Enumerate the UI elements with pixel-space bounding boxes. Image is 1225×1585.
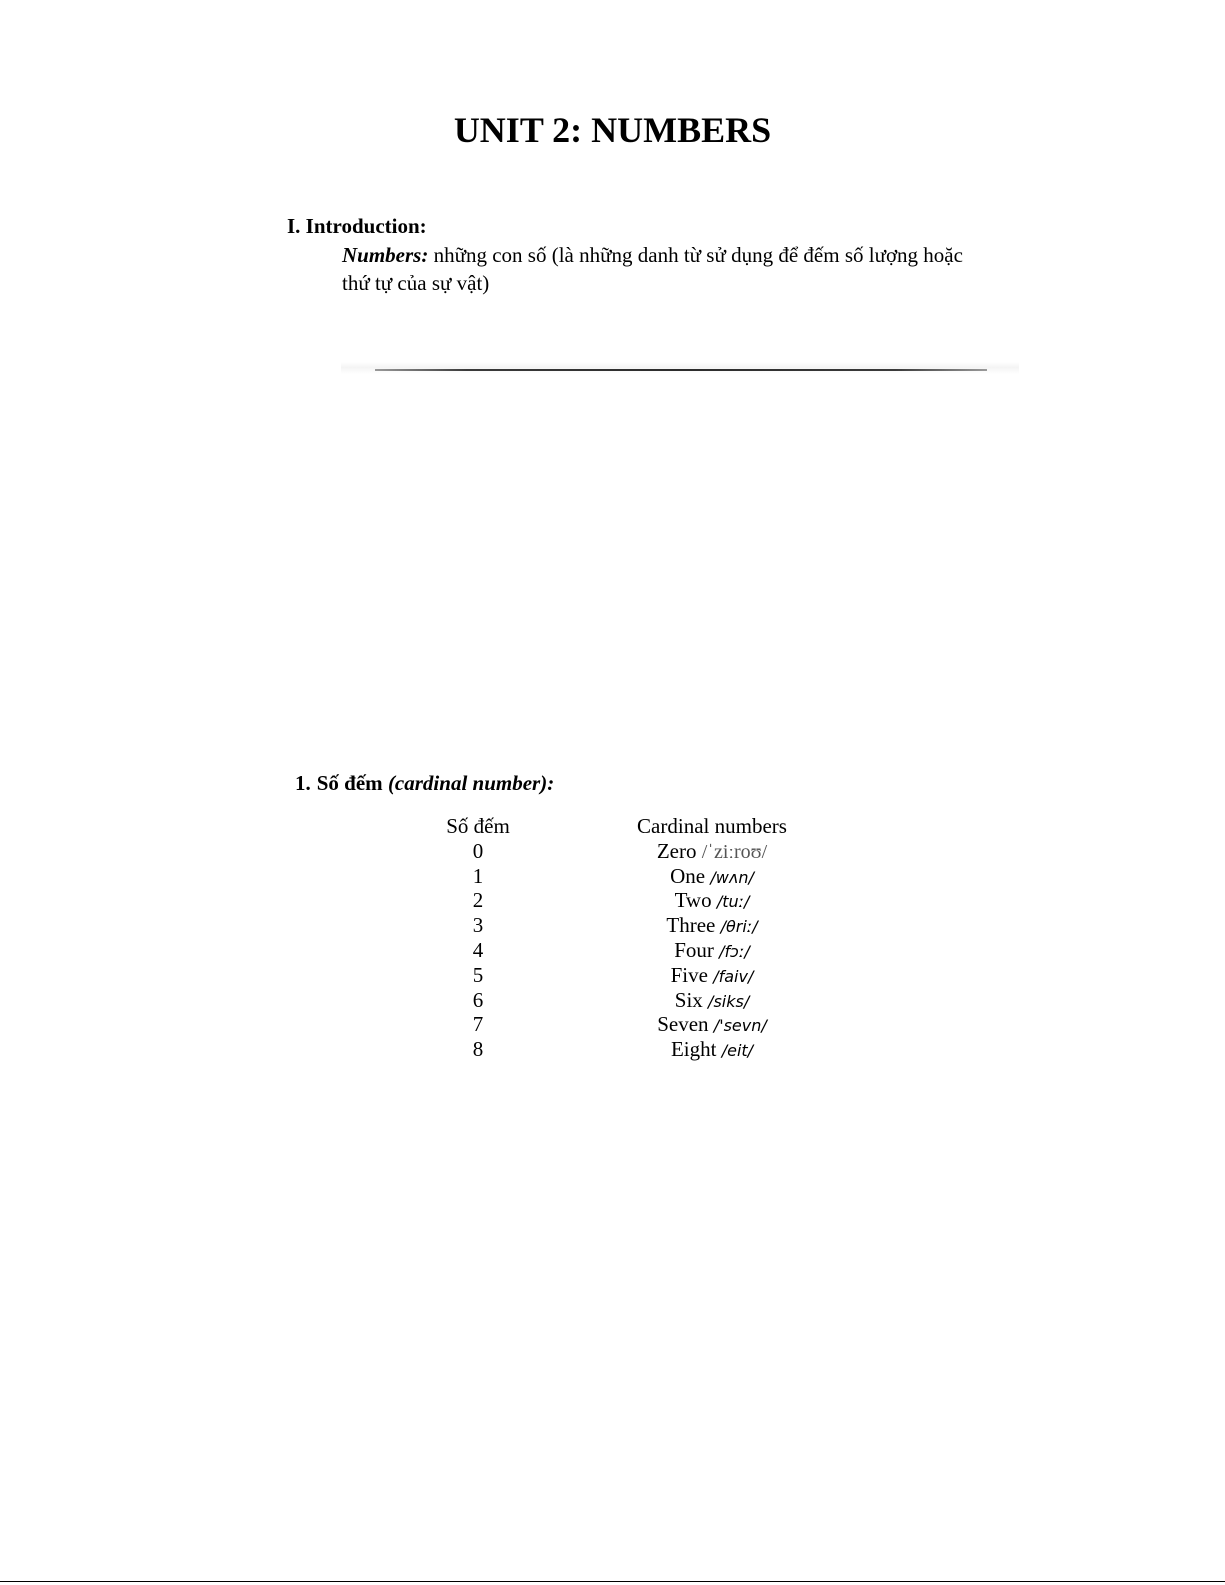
- embedded-image-strip: [341, 362, 1019, 374]
- digit-cell: 5: [472, 962, 484, 987]
- ipa-transcription: /θriː/: [720, 917, 758, 937]
- word-cell: [592, 839, 832, 864]
- page-title: UNIT 2: NUMBERS: [453, 110, 772, 150]
- intro-paragraph: [342, 241, 982, 297]
- word-cell: [592, 888, 832, 914]
- word-cell: [592, 963, 832, 989]
- digit-cell: 0: [472, 838, 484, 863]
- word-cell: [592, 938, 832, 964]
- table-header-en: Cardinal numbers: [637, 814, 787, 838]
- table-row: [0, 988, 1225, 1013]
- ipa-transcription: /faiv/: [713, 966, 754, 986]
- intro-definition: những con số (là những danh từ sử dụng để đếm số lượng hoặc thứ tự của sự vật): [342, 243, 963, 295]
- subsection-heading-cardinal: [295, 770, 554, 796]
- number-word: Zero: [656, 838, 697, 863]
- table-row: [0, 864, 1225, 889]
- number-word: Four: [674, 937, 714, 962]
- digit-cell: 6: [472, 987, 484, 1012]
- number-word: Eight: [670, 1037, 717, 1062]
- subsection-number: 1.: [295, 771, 311, 795]
- digit-cell: 2: [472, 888, 484, 913]
- section-heading-introduction: I. Introduction:: [287, 214, 427, 238]
- cardinal-numbers-table: [0, 814, 1225, 1062]
- image-rule-line: [375, 369, 987, 371]
- number-word: One: [670, 863, 706, 888]
- page-bottom-border: [0, 1581, 1225, 1582]
- number-word: Three: [666, 913, 716, 938]
- ipa-transcription: /eit/: [721, 1041, 754, 1061]
- table-row: [0, 963, 1225, 988]
- ipa-transcription: /wʌn/: [710, 867, 754, 887]
- word-cell: [592, 1012, 832, 1038]
- digit-cell: 1: [472, 863, 484, 888]
- number-word: Five: [670, 962, 708, 987]
- ipa-transcription: /ˈziːroʊ/: [701, 840, 768, 863]
- digit-cell: 7: [472, 1012, 484, 1037]
- table-row: [0, 839, 1225, 864]
- digit-cell: 4: [472, 937, 484, 962]
- ipa-transcription: /siks/: [708, 991, 750, 1011]
- ipa-transcription: /'sevn/: [713, 1016, 767, 1036]
- digit-cell: 3: [472, 913, 484, 938]
- table-header-row: [0, 814, 1225, 839]
- subsection-title-en: (cardinal number):: [382, 771, 555, 795]
- table-row: [0, 1037, 1225, 1062]
- subsection-title-vi: Số đếm: [316, 771, 383, 795]
- word-cell: [592, 1037, 832, 1063]
- ipa-transcription: /tuː/: [716, 892, 750, 912]
- word-cell: [592, 864, 832, 890]
- word-cell: [592, 988, 832, 1014]
- table-row: [0, 888, 1225, 913]
- number-word: Two: [674, 888, 712, 913]
- table-header-vi: Số đếm: [446, 814, 510, 838]
- table-row: [0, 913, 1225, 938]
- number-word: Six: [674, 987, 703, 1012]
- ipa-transcription: /fɔː/: [719, 941, 750, 961]
- table-row: [0, 938, 1225, 963]
- number-word: Seven: [657, 1012, 709, 1037]
- digit-cell: 8: [472, 1037, 484, 1062]
- word-cell: [592, 913, 832, 939]
- table-row: [0, 1012, 1225, 1037]
- intro-term: Numbers:: [342, 243, 429, 267]
